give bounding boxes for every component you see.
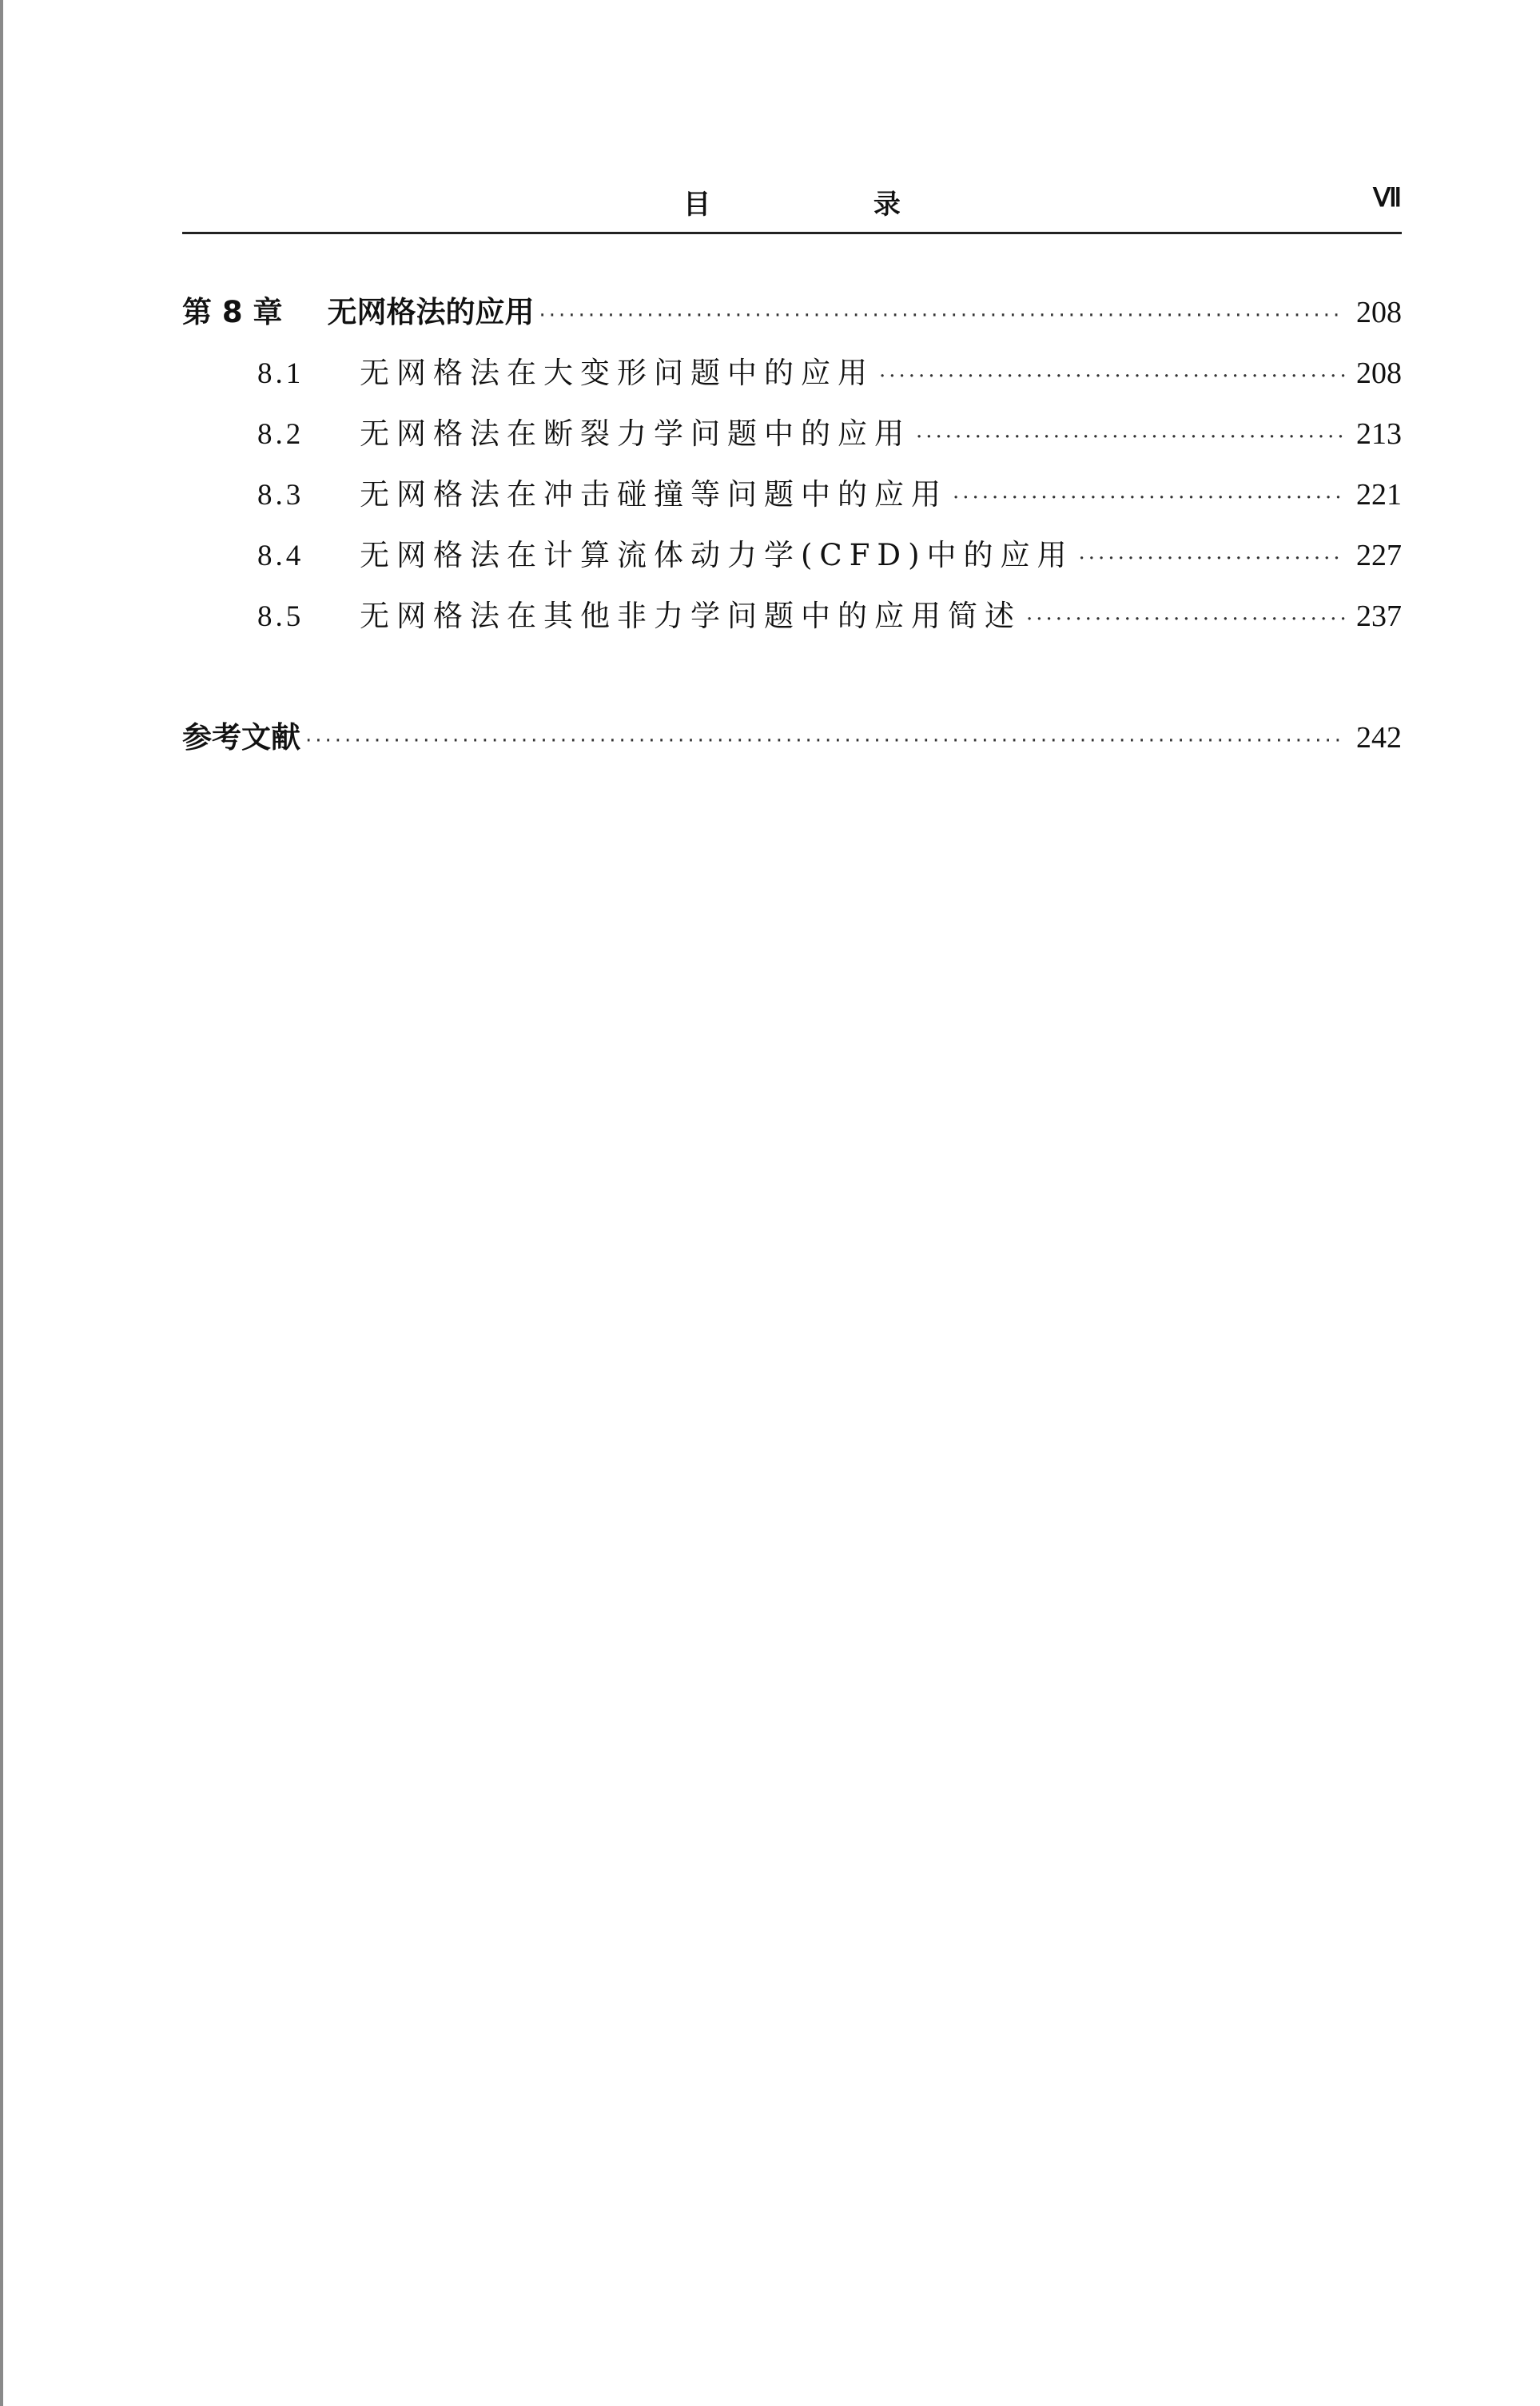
section-page: 221 (1356, 478, 1402, 512)
references-title: 参考文献 (182, 720, 300, 755)
section-title: 无网格法在计算流体动力学(CFD)中的应用 (360, 538, 1074, 572)
toc-section-8-5[interactable] (257, 596, 1402, 640)
section-page: 227 (1356, 539, 1402, 572)
dot-leader (916, 416, 1345, 458)
section-title: 无网格法在其他非力学问题中的应用简述 (360, 599, 1021, 633)
chapter-number: 第 8 章 (182, 295, 283, 329)
toc-section-8-2[interactable] (257, 413, 1402, 458)
chapter-page: 208 (1356, 296, 1402, 329)
section-page: 213 (1356, 417, 1402, 451)
toc-section-8-3[interactable] (257, 474, 1402, 519)
section-number: 8.3 (257, 479, 304, 512)
page-header (182, 177, 1402, 234)
dot-leader (305, 720, 1345, 762)
section-number: 8.5 (257, 600, 304, 633)
section-page: 208 (1356, 357, 1402, 390)
dot-leader (879, 356, 1345, 397)
dot-leader (539, 295, 1345, 337)
scan-left-edge (0, 0, 3, 2406)
section-title: 无网格法在冲击碰撞等问题中的应用 (360, 477, 948, 512)
section-title: 无网格法在断裂力学问题中的应用 (360, 416, 911, 451)
toc-section-8-4[interactable] (257, 535, 1402, 580)
toc-section-8-1[interactable] (257, 353, 1402, 397)
section-title: 无网格法在大变形问题中的应用 (360, 356, 874, 390)
page-number: Ⅶ (1373, 183, 1402, 212)
dot-leader (1026, 599, 1345, 640)
section-number: 8.2 (257, 418, 304, 451)
section-page: 237 (1356, 600, 1402, 633)
toc-references[interactable] (182, 717, 1402, 762)
references-page: 242 (1356, 721, 1402, 755)
toc-chapter-8[interactable] (182, 292, 1402, 337)
dot-leader (1079, 538, 1345, 580)
running-title: 目 录 (683, 189, 977, 221)
section-number: 8.1 (257, 357, 304, 390)
section-number: 8.4 (257, 540, 304, 572)
chapter-title: 无网格法的应用 (327, 295, 535, 329)
dot-leader (953, 477, 1345, 519)
